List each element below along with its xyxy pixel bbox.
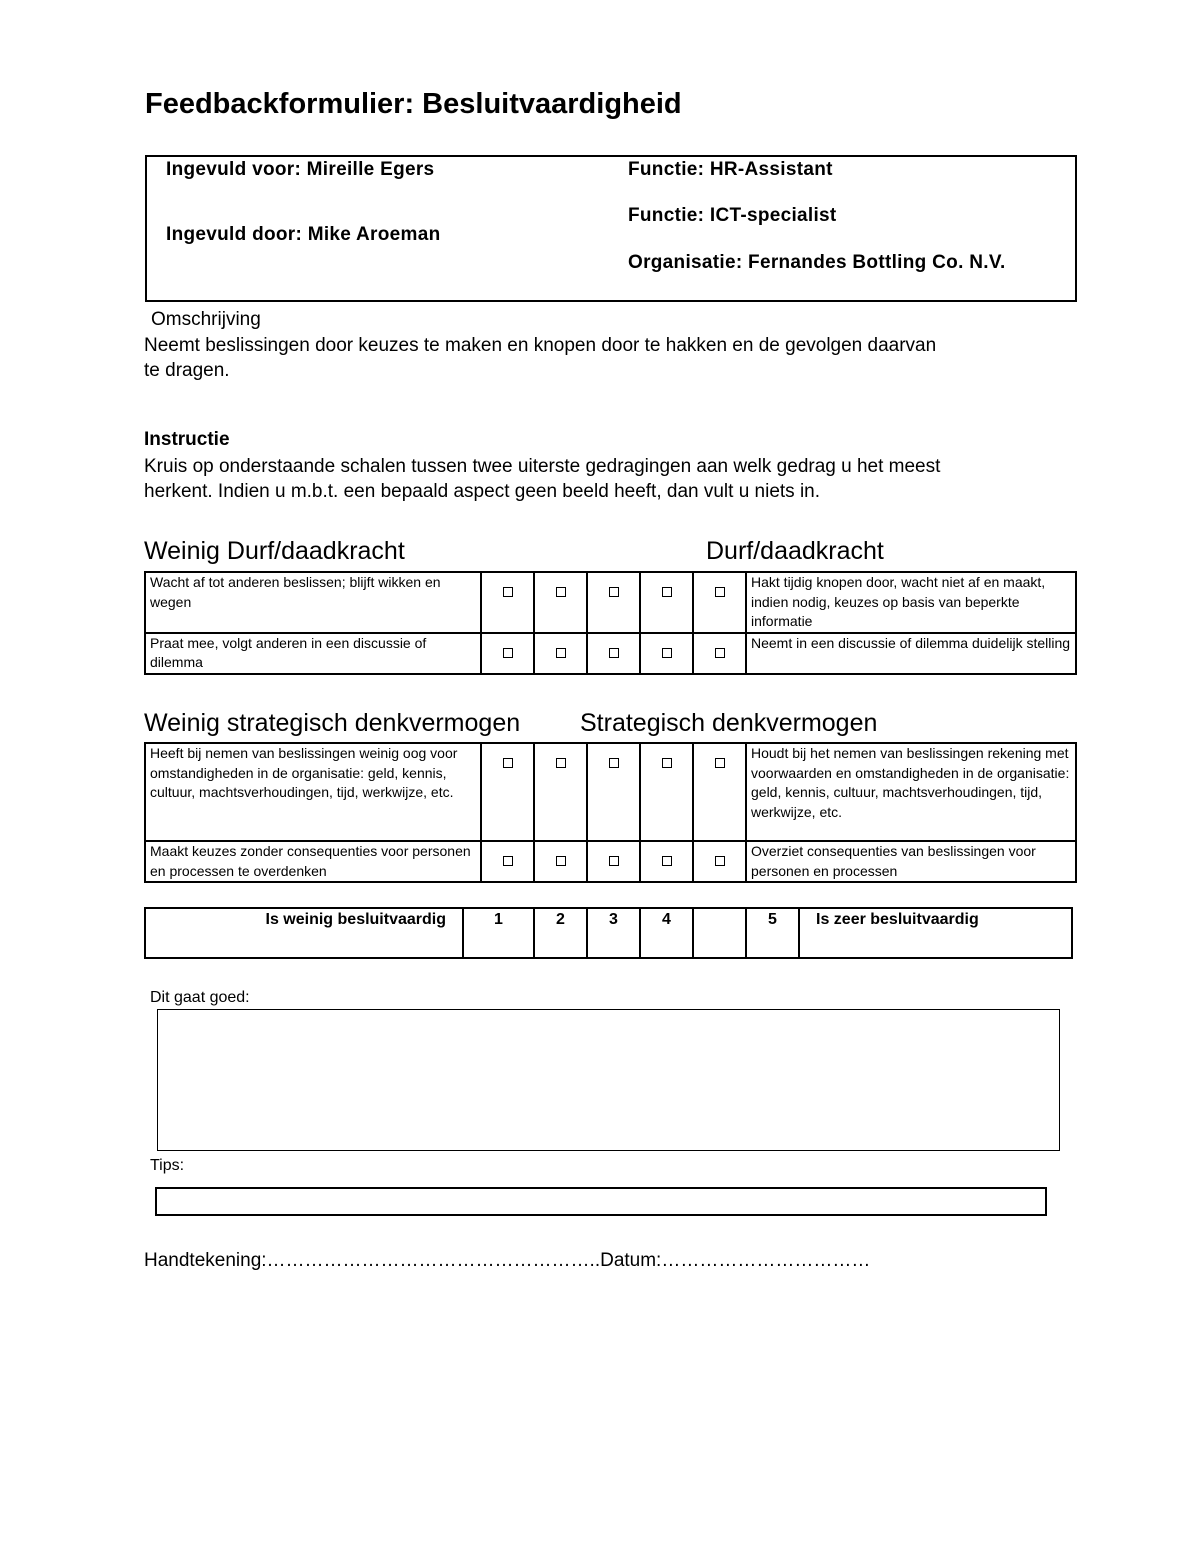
behavior-left: Praat mee, volgt anderen in een discussie of dilemma bbox=[145, 633, 481, 674]
scale-checkbox[interactable] bbox=[556, 856, 566, 866]
rating-cell-2[interactable]: 2 bbox=[534, 908, 587, 958]
section-1-right-heading: Durf/daadkracht bbox=[706, 537, 884, 565]
rating-table bbox=[144, 907, 1073, 959]
rating-cell-4[interactable]: 4 bbox=[640, 908, 693, 958]
scale-checkbox[interactable] bbox=[503, 758, 513, 768]
instructie-label: Instructie bbox=[144, 429, 230, 450]
functie-door: Functie: ICT-specialist bbox=[628, 205, 837, 226]
rating-row bbox=[145, 908, 1072, 958]
behavior-left: Maakt keuzes zonder consequenties voor personen en processen te overdenken bbox=[145, 841, 481, 882]
ingevuld-door: Ingevuld door: Mike Aroeman bbox=[166, 224, 441, 245]
table-row bbox=[145, 572, 1076, 633]
rating-cell-5[interactable]: 5 bbox=[746, 908, 799, 958]
scale-checkbox[interactable] bbox=[715, 587, 725, 597]
behavior-right: Neemt in een discussie of dilemma duidelijk stelling bbox=[746, 633, 1076, 674]
behavior-right: Houdt bij het nemen van beslissingen rekening met voorwaarden en omstandigheden in de organisatie: geld, kennis, cultuur, machtsverhoudingen, tijd, werkwijze, etc. bbox=[746, 743, 1076, 841]
scale-checkbox[interactable] bbox=[556, 758, 566, 768]
scale-checkbox[interactable] bbox=[715, 758, 725, 768]
behavior-right: Hakt tijdig knopen door, wacht niet af en maakt, indien nodig, keuzes op basis van beperkte informatie bbox=[746, 572, 1076, 633]
table-row bbox=[145, 743, 1076, 841]
table-row bbox=[145, 633, 1076, 674]
scale-checkbox[interactable] bbox=[662, 856, 672, 866]
dit-gaat-goed-field[interactable] bbox=[157, 1009, 1060, 1151]
page-title: Feedbackformulier: Besluitvaardigheid bbox=[145, 88, 682, 120]
section-2-right-heading: Strategisch denkvermogen bbox=[580, 709, 878, 737]
scale-checkbox[interactable] bbox=[503, 587, 513, 597]
rating-left-label: Is weinig besluitvaardig bbox=[145, 908, 463, 958]
section-1-left-heading: Weinig Durf/daadkracht bbox=[144, 537, 405, 565]
rating-right-label: Is zeer besluitvaardig bbox=[799, 908, 1072, 958]
scale-checkbox[interactable] bbox=[715, 648, 725, 658]
rating-cell-empty[interactable] bbox=[693, 908, 746, 958]
scale-checkbox[interactable] bbox=[609, 648, 619, 658]
instructie-line-1: Kruis op onderstaande schalen tussen twee uiterste gedragingen aan welk gedrag u het meest bbox=[144, 456, 941, 477]
scale-checkbox[interactable] bbox=[609, 758, 619, 768]
organisatie: Organisatie: Fernandes Bottling Co. N.V. bbox=[628, 252, 1006, 273]
scale-checkbox[interactable] bbox=[662, 648, 672, 658]
omschrijving-label: Omschrijving bbox=[151, 309, 261, 330]
scale-checkbox[interactable] bbox=[556, 648, 566, 658]
behavior-right: Overziet consequenties van beslissingen voor personen en processen bbox=[746, 841, 1076, 882]
functie-voor: Functie: HR-Assistant bbox=[628, 159, 833, 180]
instructie-line-2: herkent. Indien u m.b.t. een bepaald aspect geen beeld heeft, dan vult u niets in. bbox=[144, 481, 821, 502]
behavior-left: Wacht af tot anderen beslissen; blijft wikken en wegen bbox=[145, 572, 481, 633]
scale-table-1 bbox=[144, 571, 1077, 675]
table-row bbox=[145, 841, 1076, 882]
dit-gaat-goed-label: Dit gaat goed: bbox=[150, 989, 250, 1006]
section-2-left-heading: Weinig strategisch denkvermogen bbox=[144, 709, 521, 737]
scale-checkbox[interactable] bbox=[662, 758, 672, 768]
scale-table-2 bbox=[144, 742, 1077, 883]
rating-cell-1[interactable]: 1 bbox=[463, 908, 534, 958]
signature-line: Handtekening:……………………………………………..Datum:…………………………… bbox=[144, 1250, 871, 1271]
tips-field[interactable] bbox=[155, 1187, 1047, 1216]
behavior-left: Heeft bij nemen van beslissingen weinig oog voor omstandigheden in de organisatie: geld, kennis, cultuur, machtsverhoudingen, tijd, werkwijze, etc. bbox=[145, 743, 481, 841]
tips-label: Tips: bbox=[150, 1157, 185, 1174]
omschrijving-line-2: te dragen. bbox=[144, 360, 230, 381]
scale-checkbox[interactable] bbox=[662, 587, 672, 597]
ingevuld-voor: Ingevuld voor: Mireille Egers bbox=[166, 159, 435, 180]
scale-checkbox[interactable] bbox=[609, 587, 619, 597]
scale-checkbox[interactable] bbox=[503, 856, 513, 866]
scale-checkbox[interactable] bbox=[503, 648, 513, 658]
scale-checkbox[interactable] bbox=[715, 856, 725, 866]
scale-checkbox[interactable] bbox=[556, 587, 566, 597]
rating-cell-3[interactable]: 3 bbox=[587, 908, 640, 958]
scale-checkbox[interactable] bbox=[609, 856, 619, 866]
omschrijving-line-1: Neemt beslissingen door keuzes te maken en knopen door te hakken en de gevolgen daarvan bbox=[144, 335, 937, 356]
